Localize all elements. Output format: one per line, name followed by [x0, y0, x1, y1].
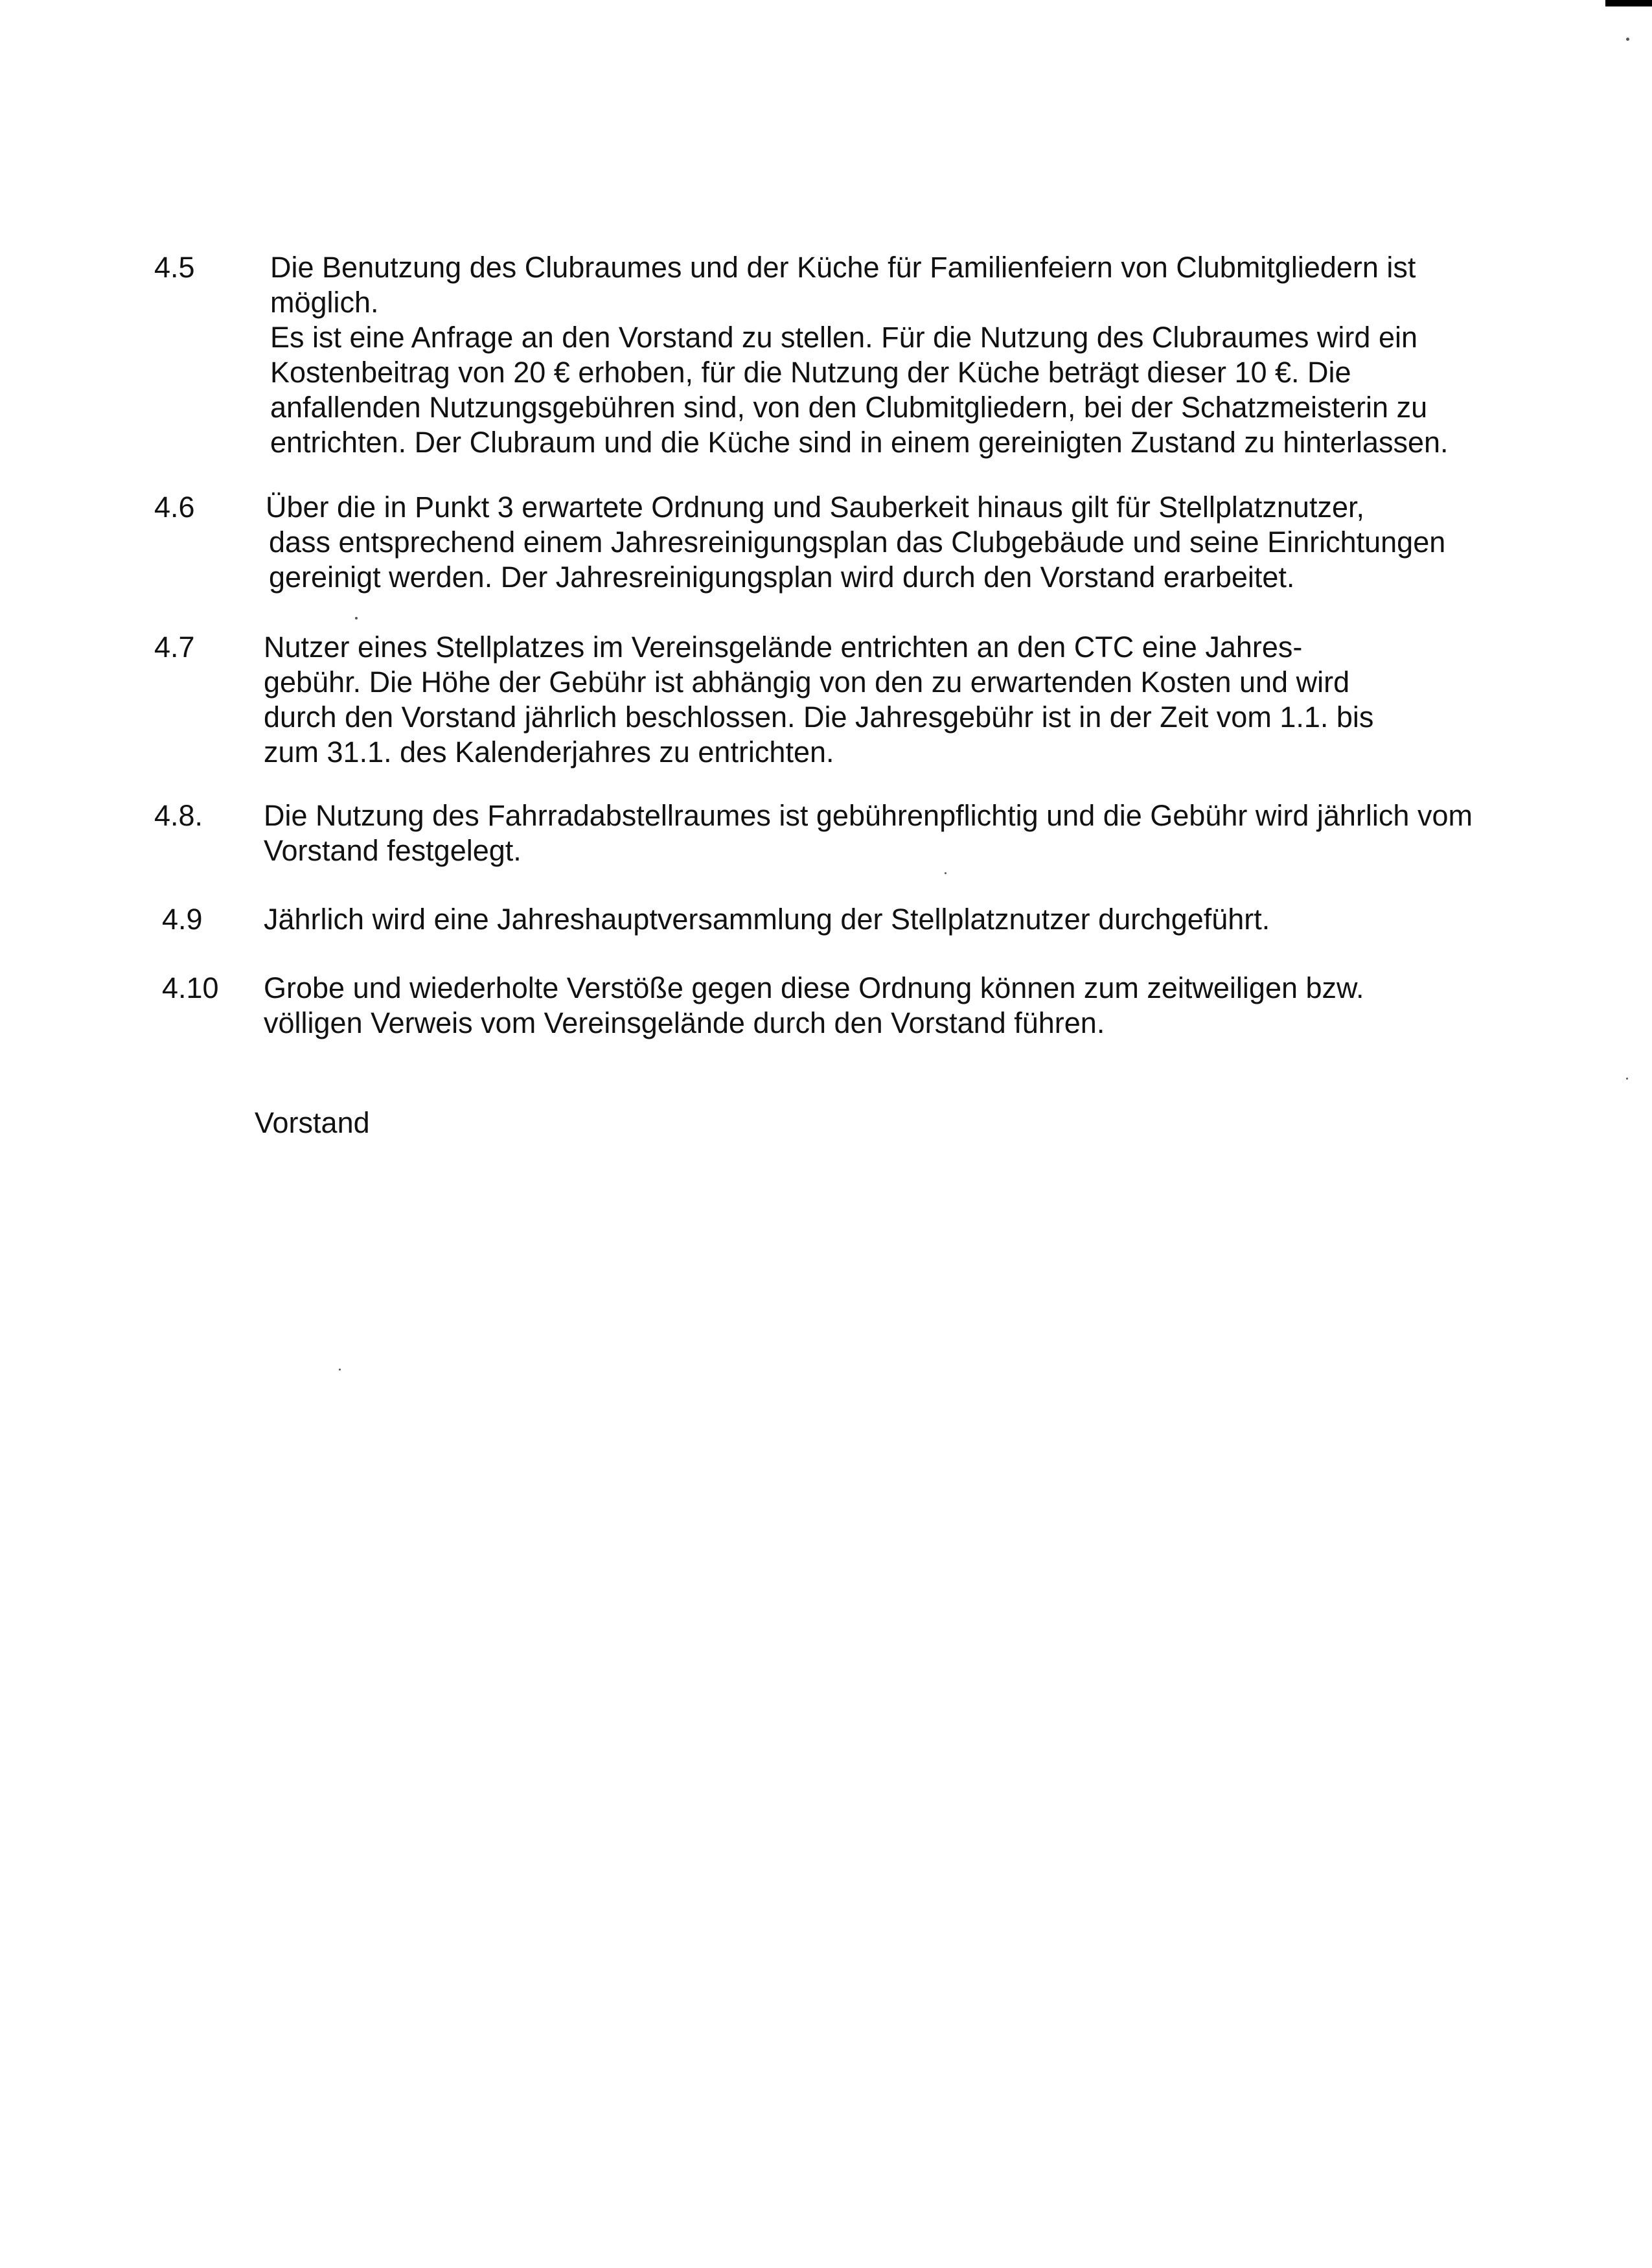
section-text-line: möglich. — [270, 286, 379, 319]
section-text-line: gebühr. Die Höhe der Gebühr ist abhängig von den zu erwartenden Kosten und wird — [264, 665, 1350, 699]
section-text-line: Über die in Punkt 3 erwartete Ordnung und Sauberkeit hinaus gilt für Stellplatznutzer, — [266, 491, 1364, 524]
section-text-line: Jährlich wird eine Jahreshauptversammlung der Stellplatznutzer durchgeführt. — [264, 903, 1270, 936]
section-number: 4.9 — [162, 903, 203, 936]
section-text-line: anfallenden Nutzungsgebühren sind, von den Clubmitgliedern, bei der Schatzmeisterin zu — [270, 391, 1428, 424]
section-number: 4.7 — [154, 631, 195, 664]
section-text-line: Kostenbeitrag von 20 € erhoben, für die Nutzung der Küche beträgt dieser 10 €. Die — [270, 356, 1351, 389]
scan-speck — [1626, 38, 1629, 41]
scan-speck — [339, 1369, 341, 1371]
scan-speck — [355, 617, 358, 619]
section-text-line: Es ist eine Anfrage an den Vorstand zu stellen. Für die Nutzung des Clubraumes wird ein — [270, 321, 1417, 354]
section-text-line: Nutzer eines Stellplatzes im Vereinsgelände entrichten an den CTC eine Jahres- — [264, 631, 1303, 664]
section-number: 4.10 — [162, 971, 219, 1004]
scan-speck — [1626, 1078, 1628, 1080]
section-text-line: Die Nutzung des Fahrradabstellraumes ist gebührenpflichtig und die Gebühr wird jährlich vom — [264, 799, 1473, 832]
section-text-line: zum 31.1. des Kalenderjahres zu entrichten. — [264, 735, 834, 769]
section-text-line: gereinigt werden. Der Jahresreinigungsplan wird durch den Vorstand erarbeitet. — [269, 561, 1295, 594]
section-text-line: entrichten. Der Clubraum und die Küche sind in einem gereinigten Zustand zu hinterlassen. — [270, 426, 1449, 459]
section-text-line: dass entsprechend einem Jahresreinigungsplan das Clubgebäude und seine Einrichtungen — [269, 526, 1446, 559]
scan-corner-mark — [1605, 0, 1652, 6]
section-text-line: Vorstand festgelegt. — [264, 834, 522, 867]
section-number: 4.8. — [154, 799, 203, 832]
section-text-line: Die Benutzung des Clubraumes und der Küche für Familienfeiern von Clubmitgliedern ist — [270, 251, 1416, 284]
section-text-line: Grobe und wiederholte Verstöße gegen diese Ordnung können zum zeitweiligen bzw. — [264, 971, 1364, 1004]
section-number: 4.5 — [154, 251, 195, 284]
scan-speck — [945, 872, 946, 874]
section-text-line: völligen Verweis vom Vereinsgelände durch den Vorstand führen. — [264, 1006, 1105, 1039]
section-number: 4.6 — [154, 491, 195, 524]
signature-line: Vorstand — [255, 1106, 370, 1139]
section-text-line: durch den Vorstand jährlich beschlossen. Die Jahresgebühr ist in der Zeit vom 1.1. bis — [264, 700, 1374, 734]
